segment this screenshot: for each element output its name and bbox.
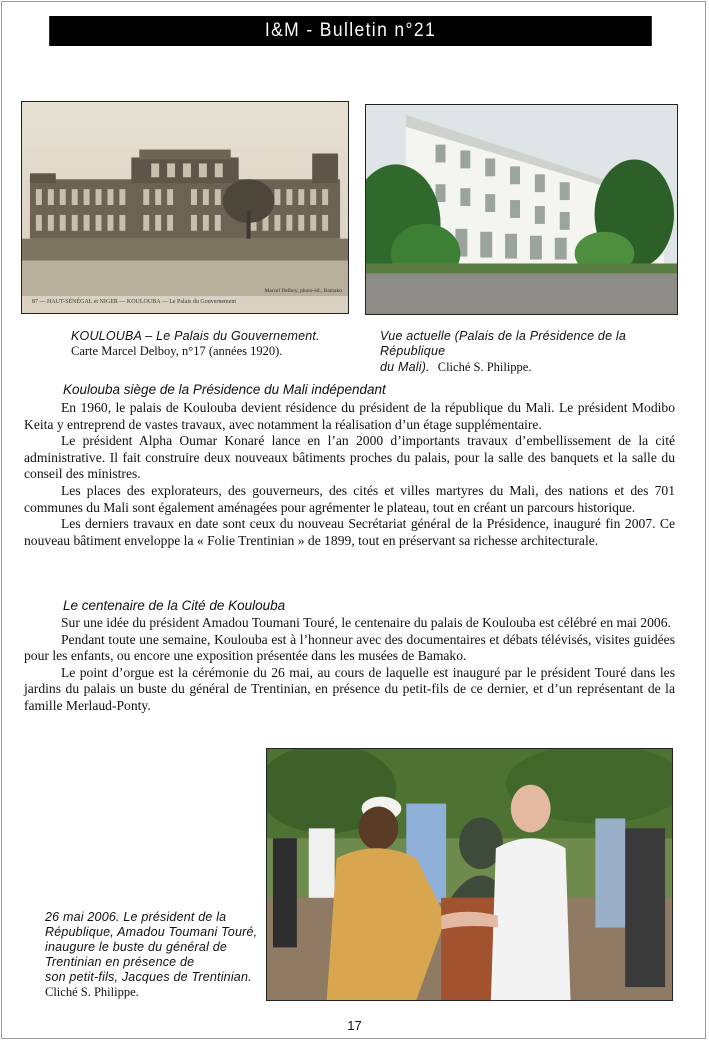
palace-postcard-photo bbox=[21, 101, 349, 314]
current-photo-caption bbox=[380, 329, 690, 375]
paragraph: Les places des explorateurs, des gouverneurs, des cités et villes martyres du Mali, des nations et des 701 communes du Mali sont également aménagées pour agrémenter le plateau, tout en créant un parcours historique. bbox=[24, 482, 675, 515]
bust-caption-line: son petit-fils, Jacques de Trentinian. bbox=[45, 970, 252, 984]
current-photo-caption-line1: Vue actuelle (Palais de la Présidence de la République bbox=[380, 329, 627, 358]
paragraph: Les derniers travaux en date sont ceux du nouveau Secrétariat général de la Présidence, inauguré fin 2007. Ce nouveau bâtiment enveloppe la « Folie Trentinian » de 1899, tout en préservant sa richesse architecturale. bbox=[24, 516, 675, 548]
paragraph: Le président Alpha Oumar Konaré lance en l’an 2000 d’importants travaux d’embellissement de la cité administrative. Il fait construire deux nouveaux bâtiments proches du palais, pour la salle des banquets et la salle du conseil des ministres. bbox=[24, 433, 675, 482]
bust-caption-line: inaugure le buste du général de bbox=[45, 940, 228, 954]
bust-caption-line: République, Amadou Toumani Touré, bbox=[45, 925, 258, 939]
paragraph: Pendant toute une semaine, Koulouba est à l’honneur avec des documentaires et débats télévisés, visites guidées pour les enfants, ou encore une exposition présentée dans les musées de Bamako. bbox=[24, 631, 675, 664]
paragraph: Sur une idée du président Amadou Toumani Touré, le centenaire du palais de Koulouba est célébré en mai 2006. bbox=[61, 615, 671, 630]
page-number: 17 bbox=[347, 1018, 362, 1033]
bust-caption-line: 26 mai 2006. Le président de la bbox=[45, 910, 227, 924]
postcard-caption-title: KOULOUBA – Le Palais du Gouvernement. bbox=[71, 329, 320, 343]
section-title-presidence: Koulouba siège de la Présidence du Mali indépendant bbox=[63, 382, 386, 397]
bulletin-header: I&M - Bulletin n°21 bbox=[49, 16, 652, 46]
bust-photo-caption bbox=[45, 910, 275, 1000]
postcard-print-text: 87 — HAUT-SÉNÉGAL et NIGER — KOULOUBA — Le Palais du Gouvernement bbox=[32, 299, 237, 305]
paragraph: En 1960, le palais de Koulouba devient résidence du président de la république du Mali. Le président Modibo Keita y entreprend de vastes travaux, avec notamment la réalisation d’un étage supplémentaire. bbox=[24, 400, 675, 432]
palace-current-photo bbox=[365, 104, 678, 315]
current-photo-caption-line2: du Mali). bbox=[380, 360, 430, 374]
bust-caption-credit: Cliché S. Philippe. bbox=[45, 985, 139, 999]
postcard-caption bbox=[71, 329, 321, 359]
paragraph: Le point d’orgue est la cérémonie du 26 mai, au cours de laquelle est inauguré par le président Touré dans les jardins du palais un buste du général de Trentinian, en présence du petit-fils de ce dernier, et d’un représentant de la famille Merlaud-Ponty. bbox=[24, 664, 675, 713]
section-body-centenaire bbox=[24, 615, 675, 715]
current-photo-caption-credit: Cliché S. Philippe. bbox=[437, 360, 532, 374]
section-body-presidence bbox=[24, 400, 675, 549]
postcard-edition-text: Marcel Delboy, photo-éd., Bamako bbox=[264, 288, 342, 294]
bust-caption-line: Trentinian en présence de bbox=[45, 955, 195, 969]
postcard-caption-credit: Carte Marcel Delboy, n°17 (années 1920). bbox=[71, 344, 283, 358]
section-title-centenaire: Le centenaire de la Cité de Koulouba bbox=[63, 598, 286, 613]
bust-inauguration-photo bbox=[266, 748, 673, 1001]
